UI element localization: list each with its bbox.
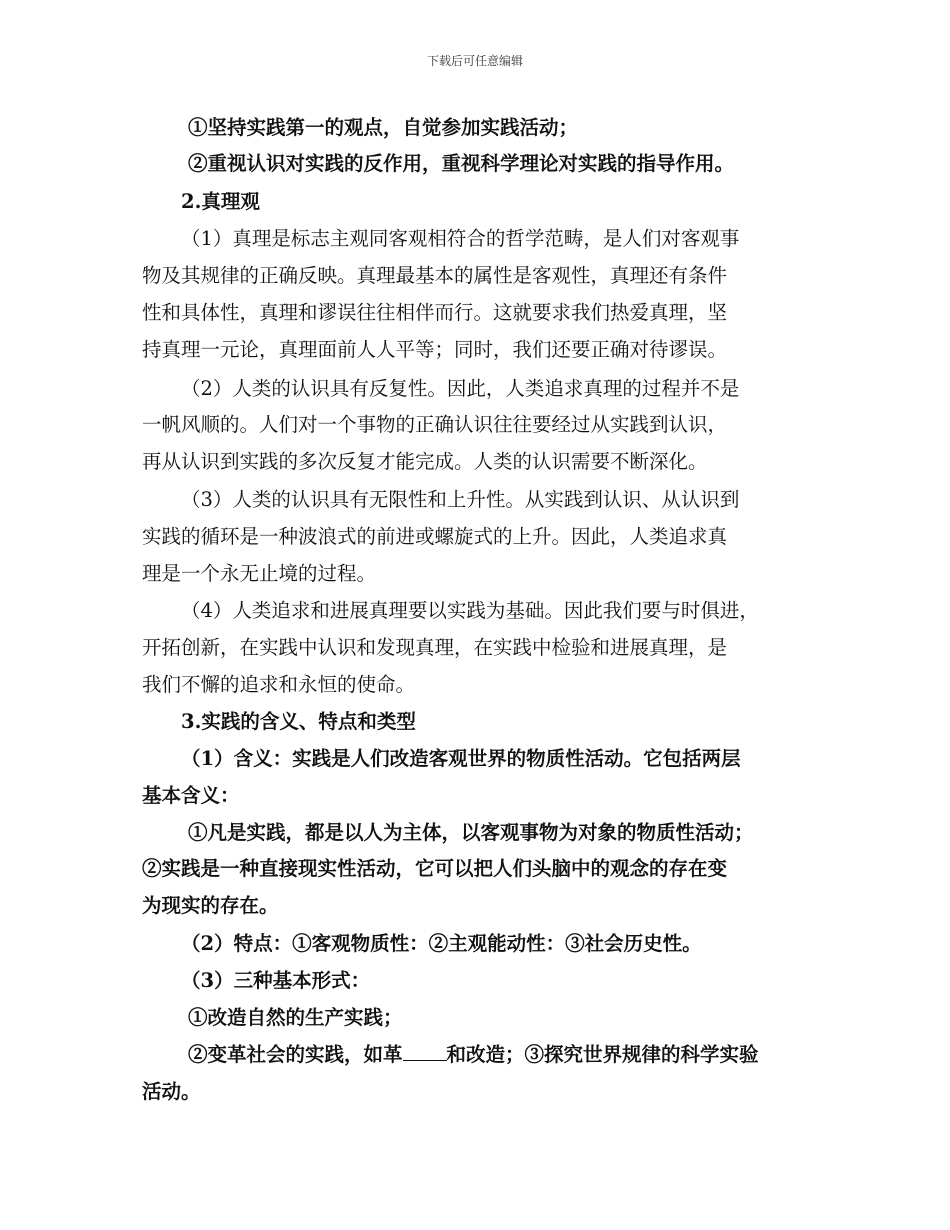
paragraph-line: 持真理一元论，真理面前人人平等；同时，我们还要正确对待谬误。 xyxy=(142,338,728,361)
paragraph-line: （1）真理是标志主观同客观相符合的哲学范畴，是人们对客观事 xyxy=(181,227,740,250)
paragraph-text: ②变革社会的实践，如革 xyxy=(188,1043,403,1066)
paragraph-line: 开拓创新，在实践中认识和发现真理，在实践中检验和进展真理，是 xyxy=(142,636,728,659)
section-heading: 3.实践的含义、特点和类型 xyxy=(181,710,416,733)
paragraph-line: 再从认识到实践的多次反复才能完成。人类的认识需要不断深化。 xyxy=(142,450,708,473)
paragraph-line: 为现实的存在。 xyxy=(142,894,279,917)
paragraph-line: 物及其规律的正确反映。真理最基本的属性是客观性，真理还有条件 xyxy=(142,264,728,287)
paragraph-line: （4）人类追求和进展真理要以实践为基础。因此我们要与时俱进， xyxy=(181,599,759,622)
paragraph-line: 一帆风顺的。人们对一个事物的正确认识往往要经过从实践到认识， xyxy=(142,413,728,436)
paragraph-text: 和改造；③探究世界规律的科学实验 xyxy=(446,1043,759,1066)
paragraph-line: ①凡是实践，都是以人为主体，以客观事物为对象的物质性活动； xyxy=(188,821,754,844)
paragraph-line: ②实践是一种直接现实性活动，它可以把人们头脑中的观念的存在变 xyxy=(142,857,728,880)
paragraph-line: 基本含义： xyxy=(142,784,240,807)
paragraph-line: 性和具体性，真理和谬误往往相伴而行。这就要求我们热爱真理，坚 xyxy=(142,301,728,324)
paragraph-line: ①改造自然的生产实践； xyxy=(188,1006,403,1029)
paragraph-line: （3）三种基本形式： xyxy=(181,969,371,992)
paragraph-line: 实践的循环是一种波浪式的前进或螺旋式的上升。因此，人类追求真 xyxy=(142,525,728,548)
page-header: 下载后可任意编辑 xyxy=(426,54,523,68)
paragraph-line xyxy=(188,1045,759,1065)
fill-in-blank xyxy=(403,1046,447,1061)
paragraph-line: （3）人类的认识具有无限性和上升性。从实践到认识、从认识到 xyxy=(181,488,740,511)
paragraph-line: （2）人类的认识具有反复性。因此，人类追求真理的过程并不是 xyxy=(181,377,740,400)
paragraph-line: （1）含义：实践是人们改造客观世界的物质性活动。它包括两层 xyxy=(181,747,741,770)
paragraph-line: 我们不懈的追求和永恒的使命。 xyxy=(142,673,416,696)
paragraph-line: （2）特点：①客观物质性：②主观能动性：③社会历史性。 xyxy=(181,932,702,955)
paragraph-line: ①坚持实践第一的观点，自觉参加实践活动； xyxy=(188,116,579,139)
paragraph-line: 活动。 xyxy=(142,1080,201,1103)
section-heading: 2.真理观 xyxy=(181,190,260,213)
paragraph-line: ②重视认识对实践的反作用，重视科学理论对实践的指导作用。 xyxy=(188,152,735,175)
paragraph-line: 理是一个永无止境的过程。 xyxy=(142,562,377,585)
